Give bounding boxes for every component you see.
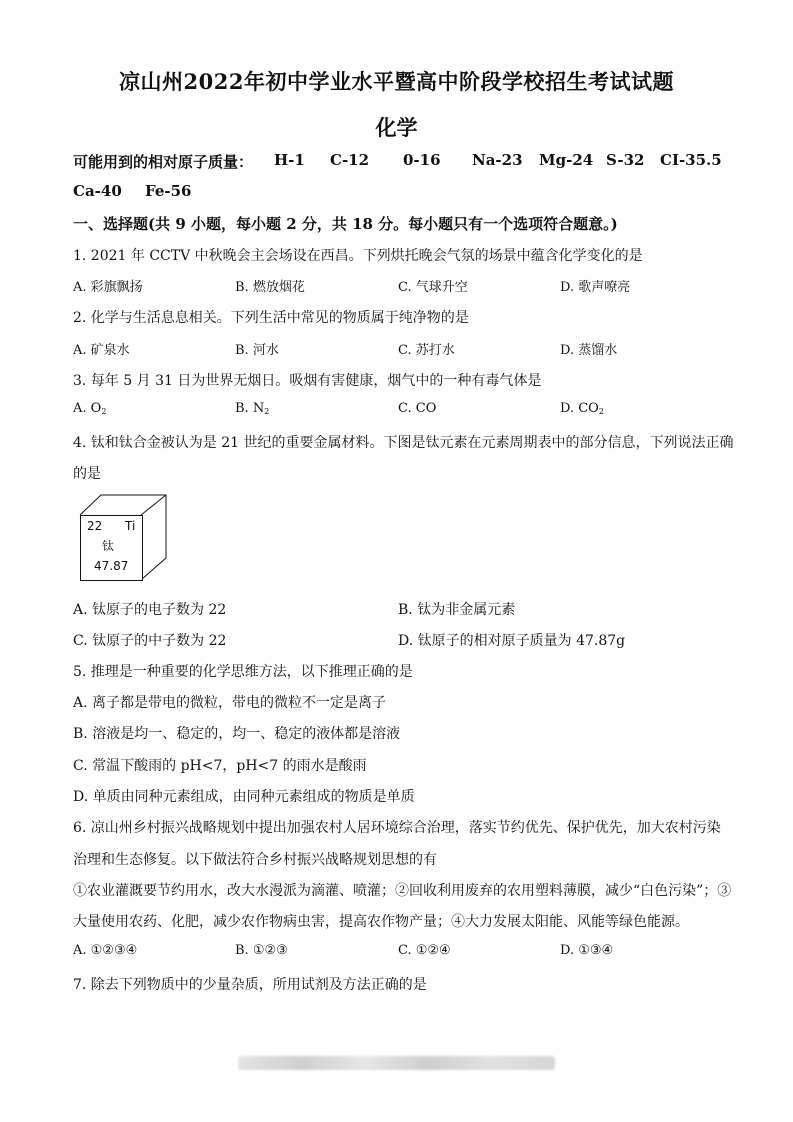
element-name: 钛 [102,539,115,553]
atomic-mass-item: Ca-40 [73,182,122,200]
question-stem: 2. 化学与生活息息相关。下列生活中常见的物质属于纯净物的是 [73,310,469,326]
option-b: B. 河水 [235,343,279,358]
option-a: A. 彩旗飘扬 [73,280,143,295]
option-a: A. ①②③④ [73,943,138,958]
option-d: D. 钛原子的相对原子质量为 47.87g [398,633,626,649]
section-heading: 一、选择题(共 9 小题，每小题 2 分，共 18 分。每小题只有一个选项符合题意。) [73,215,618,233]
option-c: C. 常温下酸雨的 pH<7，pH<7 的雨水是酸雨 [73,758,367,774]
question-detail: ①农业灌溉要节约用水，改大水漫派为滴灌、喷灌；②回收利用废弃的农用塑料薄膜，减少“白色污染”；③ [73,883,732,899]
option-b: B. ①②③ [235,943,288,958]
element-symbol: Ti [125,519,136,533]
question-detail-cont: 大量使用农药、化肥，减少农作物病虫害，提高农作物产量；④大力发展太阳能、风能等绿色能源。 [73,914,689,930]
atomic-number: 22 [87,519,103,533]
atomic-mass-item: H-1 [274,151,305,169]
option-c: C. 钛原子的中子数为 22 [73,633,227,649]
option-c: C. ①②④ [398,943,451,958]
option-c: C. CO [398,401,437,416]
atomic-mass-item: 0-16 [403,151,441,169]
question-stem-cont: 治理和生态修复。以下做法符合乡村振兴战略规划思想的有 [73,852,437,868]
question-stem: 3. 每年 5 月 31 日为世界无烟日。吸烟有害健康，烟气中的一种有毒气体是 [73,373,542,389]
subject-title: 化学 [375,115,418,140]
atomic-mass-item: Fe-56 [145,182,192,200]
exam-title: 凉山州2022年初中学业水平暨高中阶段学校招生考试试题 [119,69,674,94]
atomic-mass-item: Mg-24 [539,151,594,169]
question-stem: 7. 除去下列物质中的少量杂质，所用试剂及方法正确的是 [73,977,427,993]
question-stem: 1. 2021 年 CCTV 中秋晚会主会场设在西昌。下列烘托晚会气氛的场景中蕴含化学变化的是 [73,248,643,264]
option-b: B. 钛为非金属元素 [398,602,516,618]
atomic-mass-item: C-12 [330,151,370,169]
question-stem: 5. 推理是一种重要的化学思维方法，以下推理正确的是 [73,664,413,680]
atomic-mass-item: S-32 [606,151,645,169]
option-b: B. 燃放烟花 [235,280,305,295]
blurred-footer-watermark [238,1056,555,1070]
option-a: A. 离子都是带电的微粒，带电的微粒不一定是离子 [73,695,387,711]
question-stem: 6. 凉山州乡村振兴战略规划中提出加强农村人居环境综合治理，落实节约优先、保护优先，加大农村污染 [73,820,721,836]
element-box [80,515,143,581]
option-d: D. 单质由同种元素组成，由同种元素组成的物质是单质 [73,789,415,805]
option-d: D. ①③④ [560,943,614,958]
atomic-mass-item: Na-23 [472,151,523,169]
option-d: D. $CO_2$ [560,401,604,416]
atomic-mass-item: CI-35.5 [660,151,722,169]
question-stem-cont: 的是 [73,466,101,482]
option-c: C. 苏打水 [398,343,455,358]
option-b: B. $N_2$ [235,401,270,416]
option-a: A. 矿泉水 [73,343,130,358]
atomic-masses-label: 可能用到的相对原子质量： [73,153,254,171]
option-c: C. 气球升空 [398,280,468,295]
option-a: A. 钛原子的电子数为 22 [73,602,227,618]
option-d: D. 歌声嘹亮 [560,280,631,295]
option-b: B. 溶液是均一、稳定的，均一、稳定的液体都是溶液 [73,726,401,742]
option-a: A. $O_2$ [73,401,107,416]
question-stem: 4. 钛和钛合金被认为是 21 世纪的重要金属材料。下图是钛元素在元素周期表中的部分信息，下列说法正确 [73,435,734,451]
option-d: D. 蒸馏水 [560,343,618,358]
atomic-mass: 47.87 [94,559,129,573]
